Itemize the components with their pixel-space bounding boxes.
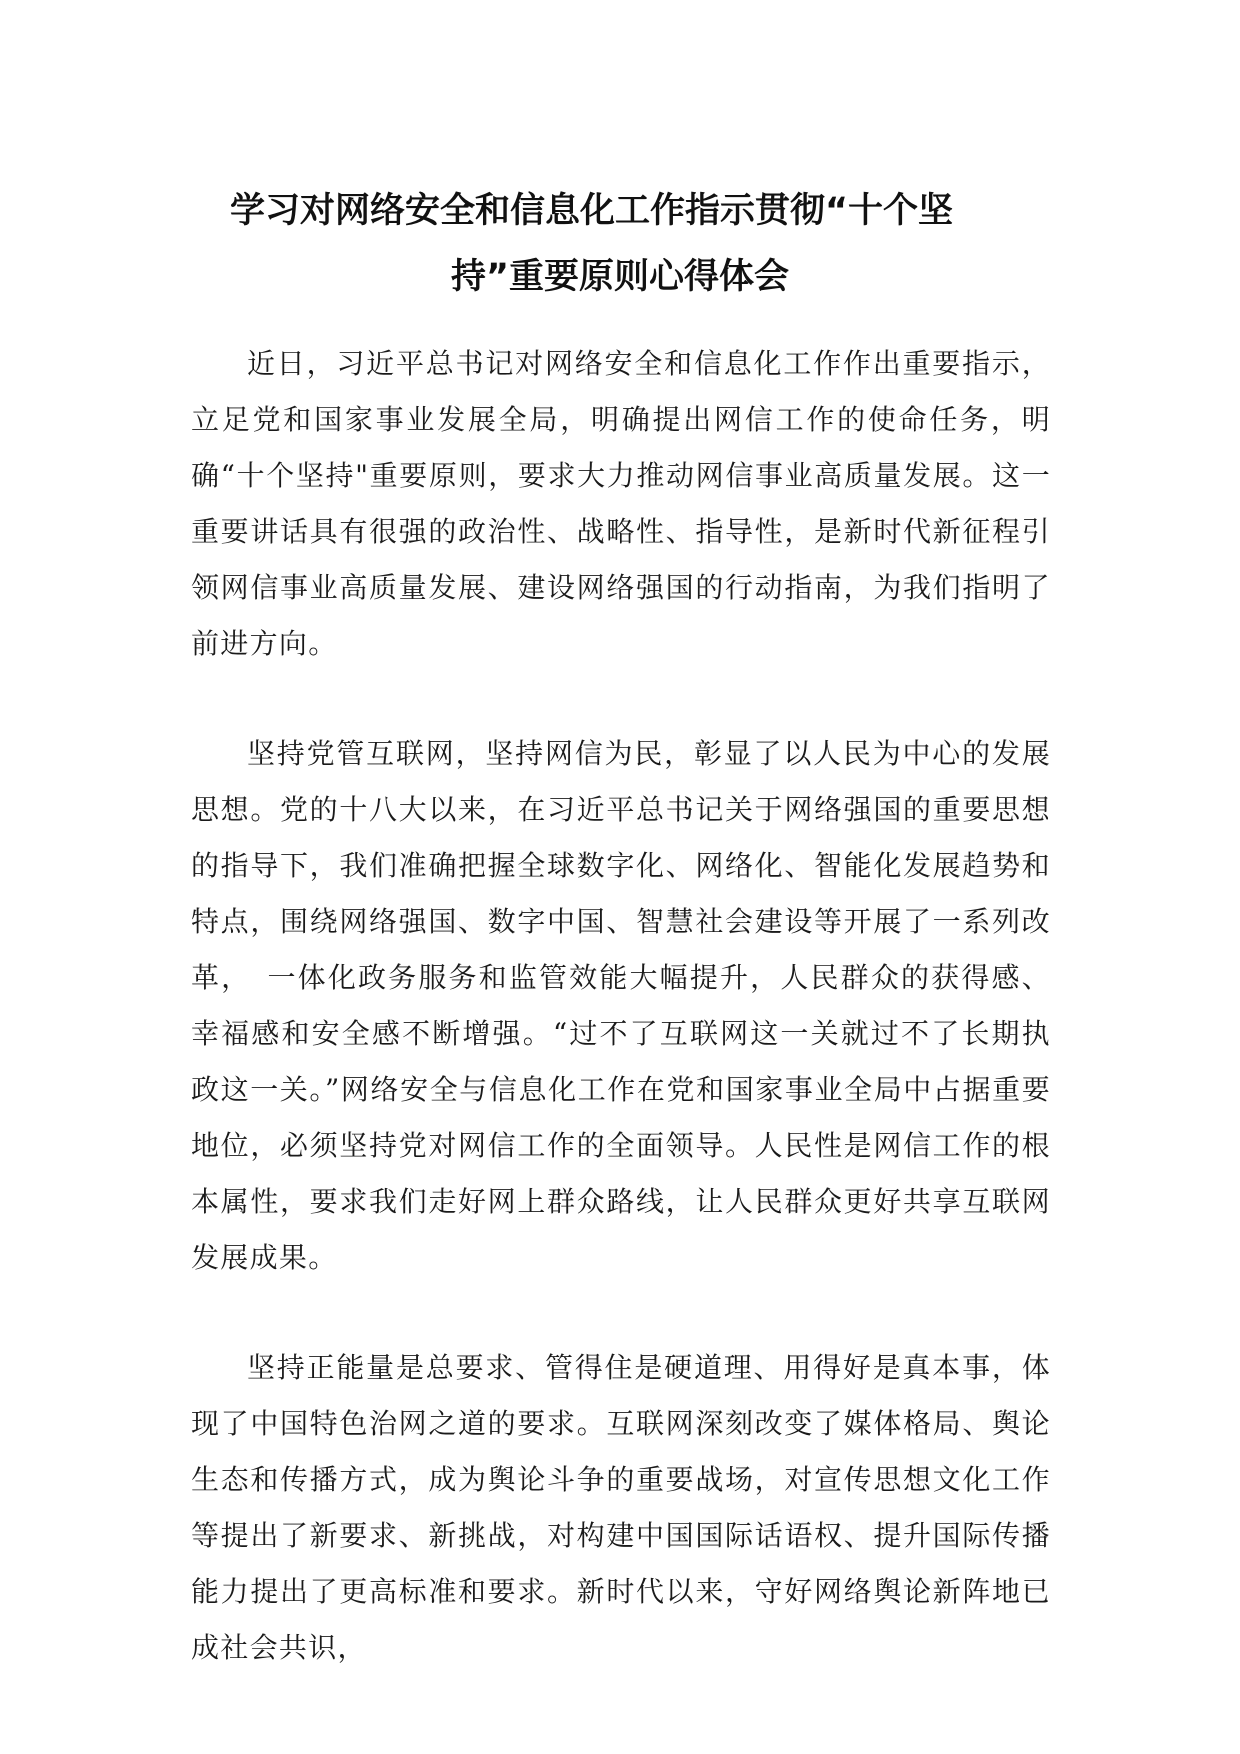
document-title <box>190 178 1050 310</box>
document-title-line-2: 持”重要原则心得体会 <box>450 257 789 297</box>
body-paragraph-2: 坚持党管互联网，坚持网信为民，彰显了以人民为中心的发展思想。党的十八大以来，在习近平总书记关于网络强国的重要思想的指导下，我们准确把握全球数字化、网络化、智能化发展趋势和特点，围绕网络强国、数字中国、智慧社会建设等开展了一系列改革， 一体化政务服务和监管效能大幅提升，人民群众的获得感、幸福感和安全感不断增强。“过不了互联网这一关就过不了长期执政这一关。”网络安全与信息化工作在党和国家事业全局中占据重要地位，必须坚持党对网信工作的全面领导。人民性是网信工作的根本属性，要求我们走好网上群众路线，让人民群众更好共享互联网发展成果。 <box>191 737 1051 1274</box>
document-title-line-1: 学习对网络安全和信息化工作指示贯彻“十个坚 <box>230 191 954 231</box>
body-paragraph-1: 近日，习近平总书记对网络安全和信息化工作作出重要指示，立足党和国家事业发展全局，明确提出网信工作的使命任务，明确“十个坚持"重要原则，要求大力推动网信事业高质量发展。这一重要讲话具有很强的政治性、战略性、指导性，是新时代新征程引领网信事业高质量发展、建设网络强国的行动指南，为我们指明了前进方向。 <box>191 347 1051 660</box>
document-body <box>191 336 1051 1730</box>
body-paragraph-3: 坚持正能量是总要求、管得住是硬道理、用得好是真本事，体现了中国特色治网之道的要求。互联网深刻改变了媒体格局、舆论生态和传播方式，成为舆论斗争的重要战场，对宣传思想文化工作等提出了新要求、新挑战，对构建中国国际话语权、提升国际传播能力提出了更高标准和要求。新时代以来，守好网络舆论新阵地已成社会共识， <box>191 1351 1051 1664</box>
